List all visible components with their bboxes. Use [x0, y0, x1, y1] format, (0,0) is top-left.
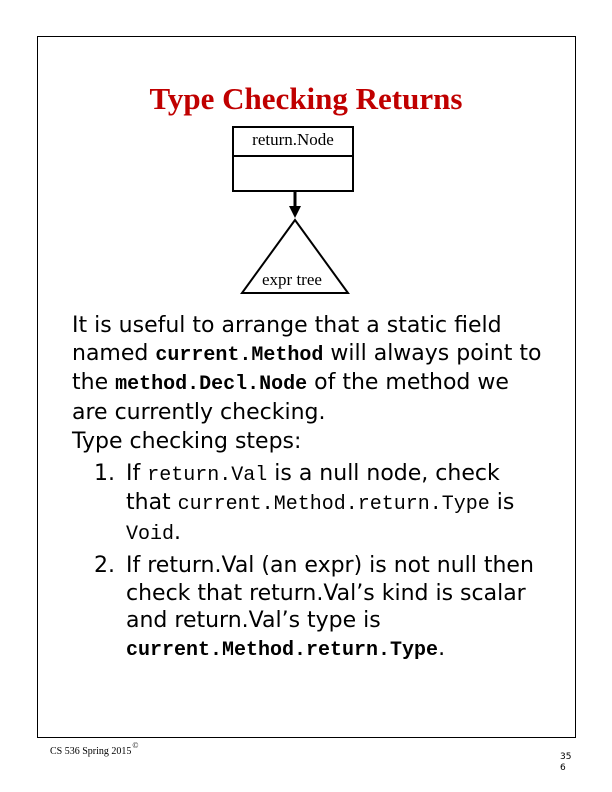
code-method-decl-node: method.Decl.Node — [115, 373, 308, 396]
slide-body — [72, 312, 542, 664]
step1-text-2: is a null node, check that — [126, 460, 500, 515]
footer-course — [50, 741, 139, 757]
node-divider — [234, 155, 352, 157]
step1-text-3: is — [489, 490, 515, 515]
page-number — [560, 752, 580, 774]
course-label: CS 536 Spring 2015 — [50, 746, 132, 757]
step-number-1: 1. — [94, 460, 115, 486]
arrow-head-icon — [289, 206, 301, 218]
step2-text-1: If return.Val (an expr) is not null then check that return.Val’s kind is scalar and return.Val’s type is — [126, 553, 534, 633]
intro-text-1: It is useful to arrange that a static field named — [72, 313, 502, 366]
slide-title: Type Checking Returns — [149, 81, 463, 116]
intro-text-2: will always point to the — [72, 340, 542, 395]
steps-heading: Type checking steps: — [72, 429, 302, 454]
page-number-line-1: 35 — [560, 752, 572, 762]
step-number-2: 2. — [94, 553, 115, 578]
step-item-2 — [72, 552, 542, 664]
step-item-1 — [72, 460, 542, 549]
code-return-type-2: current.Method.return.Type — [126, 638, 439, 662]
return-node-box — [232, 126, 354, 192]
copyright-symbol: © — [132, 741, 139, 750]
intro-paragraph — [72, 312, 542, 426]
return-node-label: return.Node — [252, 130, 334, 149]
expr-tree-label: expr tree — [262, 270, 322, 289]
intro-text-3: of the method we are currently checking. — [72, 370, 509, 425]
code-return-type: current.Method.return.Type — [177, 493, 490, 516]
page-number-line-2: 6 — [560, 763, 566, 773]
step1-text-4: . — [174, 519, 182, 545]
step2-text-2: . — [438, 635, 446, 661]
code-void: Void — [126, 522, 175, 546]
code-return-val: return.Val — [147, 463, 268, 487]
step1-text-1: If — [126, 460, 148, 486]
code-current-method: current.Method — [155, 343, 324, 367]
